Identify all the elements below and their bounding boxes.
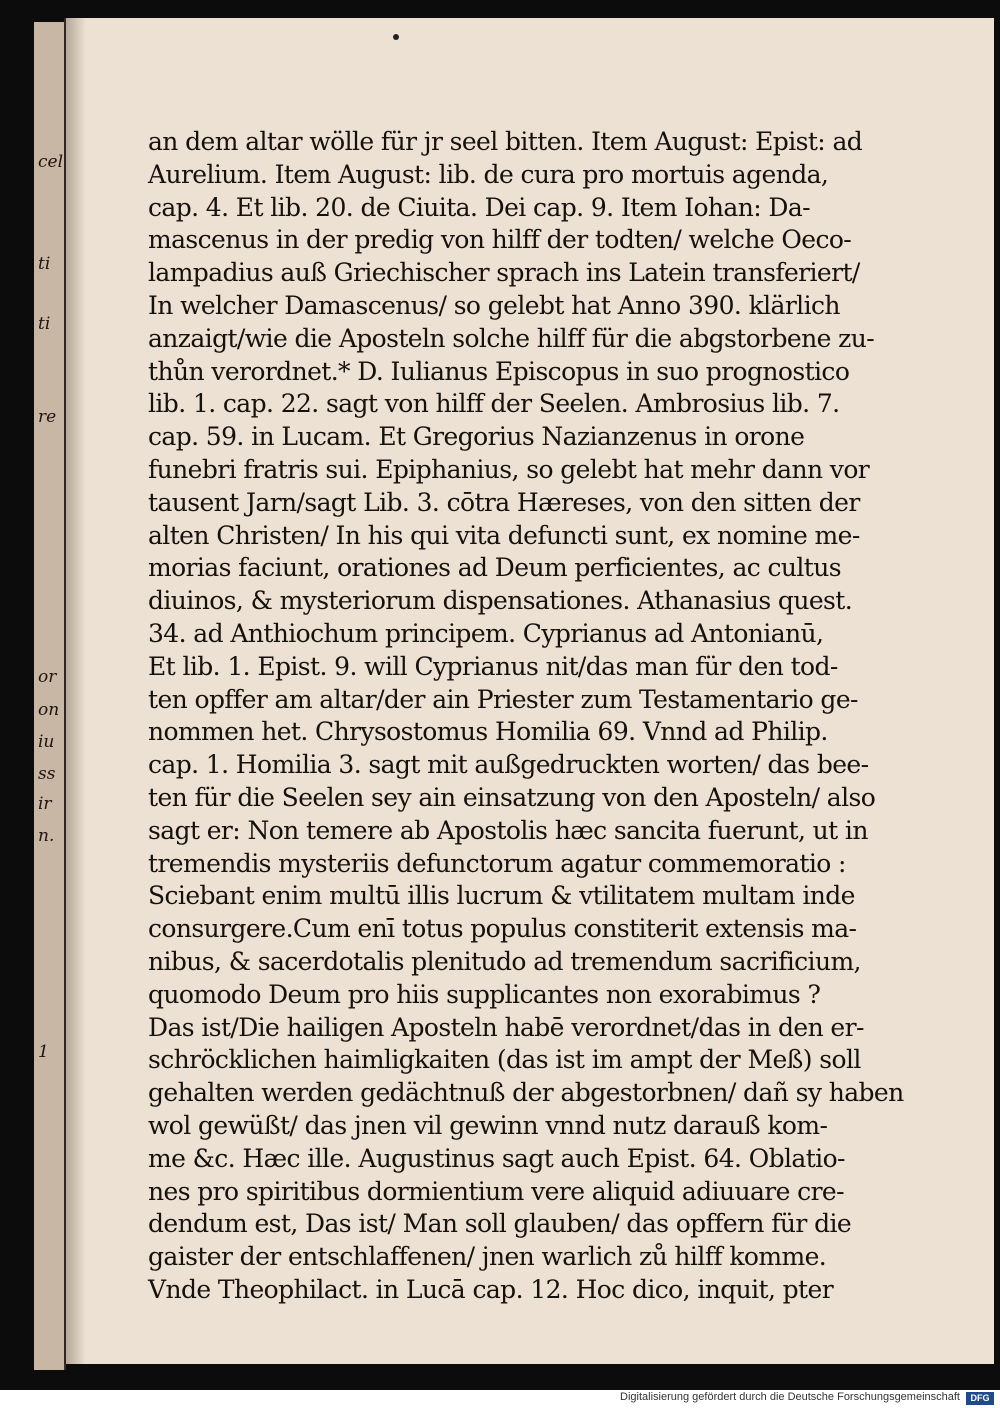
text-line: funebri fratris sui. Epiphanius, so gelebt hat mehr dann vor xyxy=(148,454,870,484)
text-line: morias faciunt, orationes ad Deum perficientes, ac cultus xyxy=(148,553,841,583)
text-line: nommen het. Chrysostomus Homilia 69. Vnnd ad Philip. xyxy=(148,717,828,747)
text-line: nibus, & sacerdotalis plenitudo ad tremendum sacrificium, xyxy=(148,946,861,976)
margin-fragment: 1 xyxy=(38,1042,49,1062)
text-line: wol gewüßt/ das jnen vil gewinn vnnd nutz darauß kom- xyxy=(148,1110,828,1140)
text-line: sagt er: Non temere ab Apostolis hæc sancita fuerunt, ut in xyxy=(148,815,868,845)
margin-fragment: re xyxy=(38,407,57,427)
text-line: In welcher Damascenus/ so gelebt hat Anno 390. klärlich xyxy=(148,290,840,320)
page-text xyxy=(148,126,923,1307)
margin-fragment: ti xyxy=(38,314,51,334)
text-line: Das ist/Die hailigen Aposteln habē verordnet/das in den er- xyxy=(148,1012,864,1042)
text-line: Aurelium. Item August: lib. de cura pro mortuis agenda, xyxy=(148,159,829,189)
text-line: tremendis mysteriis defunctorum agatur commemoratio : xyxy=(148,848,846,878)
text-line: anzaigt/wie die Aposteln solche hilff für die abgstorbene zu- xyxy=(148,323,875,353)
text-line: lib. 1. cap. 22. sagt von hilff der Seelen. Ambrosius lib. 7. xyxy=(148,389,840,419)
text-line: diuinos, & mysteriorum dispensationes. Athanasius quest. xyxy=(148,586,853,616)
text-line: ten für die Seelen sey ain einsatzung von den Aposteln/ also xyxy=(148,782,876,812)
text-line: Et lib. 1. Epist. 9. will Cyprianus nit/das man für den tod- xyxy=(148,651,838,681)
funding-credit: Digitalisierung gefördert durch die Deutsche Forschungsgemeinschaft xyxy=(620,1391,960,1403)
margin-fragment: ir xyxy=(38,794,52,814)
text-line: an dem altar wölle für jr seel bitten. Item August: Epist: ad xyxy=(148,127,863,156)
page-dot-mark xyxy=(393,34,399,40)
margin-fragment: n. xyxy=(38,826,55,846)
text-line: me &c. Hæc ille. Augustinus sagt auch Epist. 64. Oblatio- xyxy=(148,1143,845,1173)
margin-fragment: or xyxy=(38,667,57,687)
text-line: consurgere.Cum enī totus populus constiterit extensis ma- xyxy=(148,914,857,944)
text-line: lampadius auß Griechischer sprach ins Latein transferiert/ xyxy=(148,258,860,288)
margin-fragment: ss xyxy=(38,764,56,784)
text-line: schröcklichen haimligkaiten (das ist im ampt der Meß) soll xyxy=(148,1045,861,1075)
text-line: cap. 59. in Lucam. Et Gregorius Nazianzenus in orone xyxy=(148,422,805,452)
text-line: 34. ad Anthiochum principem. Cyprianus ad Antonianū, xyxy=(148,618,824,648)
dfg-logo: DFG xyxy=(966,1392,994,1405)
margin-fragment: iu xyxy=(38,732,55,752)
text-line: tausent Jarn/sagt Lib. 3. cōtra Hæreses, von den sitten der xyxy=(148,487,860,517)
text-line: Sciebant enim multū illis lucrum & vtilitatem multam inde xyxy=(148,881,855,911)
text-line: gehalten werden gedächtnuß der abgestorbnen/ dañ sy haben xyxy=(148,1078,904,1108)
text-line: gaister der entschlaffenen/ jnen warlich zů hilff komme. xyxy=(148,1242,827,1272)
text-line: cap. 4. Et lib. 20. de Ciuita. Dei cap. 9. Item Iohan: Da- xyxy=(148,192,811,222)
text-line: nes pro spiritibus dormientium vere aliquid adiuuare cre- xyxy=(148,1176,844,1206)
footer-bar xyxy=(0,1390,1000,1408)
text-line: Vnde Theophilact. in Lucā cap. 12. Hoc dico, inquit, pter xyxy=(148,1274,834,1304)
margin-fragment: cel xyxy=(38,152,64,172)
margin-fragment: ti xyxy=(38,254,51,274)
text-line: cap. 1. Homilia 3. sagt mit außgedruckten worten/ das bee- xyxy=(148,750,869,780)
text-line: quomodo Deum pro hiis supplicantes non exorabimus ? xyxy=(148,979,821,1009)
previous-page-edge xyxy=(34,22,66,1370)
text-line: mascenus in der predig von hilff der todten/ welche Oeco- xyxy=(148,225,852,255)
text-line: dendum est, Das ist/ Man soll glauben/ das opffern für die xyxy=(148,1209,852,1239)
text-line: ten opffer am altar/der ain Priester zum Testamentario ge- xyxy=(148,684,858,714)
text-line: alten Christen/ In his qui vita defuncti sunt, ex nomine me- xyxy=(148,520,860,550)
margin-fragment: on xyxy=(38,700,60,720)
text-line: thůn verordnet.* D. Iulianus Episcopus in suo prognostico xyxy=(148,356,850,386)
gutter-shadow xyxy=(64,18,86,1364)
